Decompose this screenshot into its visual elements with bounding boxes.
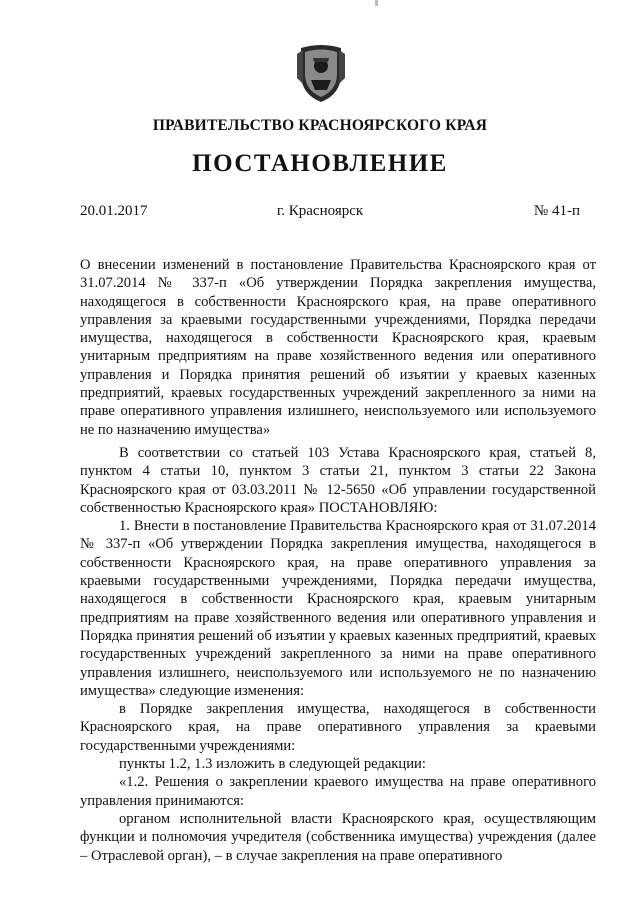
coat-of-arms-icon [295, 44, 347, 104]
item-1-paragraph: 1. Внести в постановление Правительства Красноярского края от 31.07.2014 № 337-п «Об утверждении Порядка закрепления имущества, находящегося в собственности Красноярского края, на праве оперативного управления за краевыми государственными учреждениями, Порядка передачи имущества, находящегося в собственности Красноярского края, краевым унитарным предприятиям на праве хозяйственного ведения или оперативного управления и Порядка принятия решений об изъятии у краевых казенных предприятий, краевых государственных учреждений закрепленного за ними на праве оперативного управления излишнего, неиспользуемого или используемого не по назначению имущества» следующие изменения: [80, 518, 596, 699]
quote-1-2-paragraph: «1.2. Решения о закреплении краевого имущества на праве оперативного управления принимаются: [80, 774, 596, 809]
organ-paragraph: органом исполнительной власти Красноярского края, осуществляющим функции и полномочия учредителя (собственника имущества) учреждения (далее – Отраслевой орган), – в случае закрепления на праве оперативного [80, 810, 596, 864]
document-title: ПОСТАНОВЛЕНИЕ [192, 150, 448, 177]
points-paragraph: пункты 1.2, 1.3 изложить в следующей редакции: [119, 756, 426, 773]
order-paragraph: в Порядке закрепления имущества, находящегося в собственности Красноярского края, на праве оперативного управления за краевыми государственными учреждениями: [80, 701, 596, 754]
scan-mark [375, 0, 378, 6]
document-subject [80, 256, 596, 439]
document-city: г. Красноярск [276, 203, 364, 219]
organization-title: ПРАВИТЕЛЬСТВО КРАСНОЯРСКОГО КРАЯ [152, 117, 488, 134]
document-number: № 41-п [533, 203, 580, 219]
preamble-paragraph: В соответствии со статьей 103 Устава Красноярского края, статьей 8, пунктом 4 статьи 10, пунктом 3 статьи 21, пунктом 3 статьи 22 Закона Красноярского края от 03.03.2011 № 12-5650 «Об управлении государственной собственностью Красноярского края» ПОСТАНОВЛЯЮ: [80, 445, 596, 516]
subject-paragraph: О внесении изменений в постановление Правительства Красноярского края от 31.07.2014 № 337-п «Об утверждении Порядка закрепления имущества, находящегося в собственности Красноярского края, на праве оперативного управления за краевыми государственными учреждениями, Порядка передачи имущества, находящегося в собственности Красноярского края, краевым унитарным предприятиям на праве хозяйственного ведения или оперативного управления и Порядка принятия решений об изъятии у краевых казенных предприятий, краевых государственных учреждений закрепленного за ними на праве оперативного управления излишнего, неиспользуемого или используемого не по назначению имущества» [80, 257, 596, 438]
document-body [80, 444, 596, 865]
document-date: 20.01.2017 [80, 203, 148, 219]
